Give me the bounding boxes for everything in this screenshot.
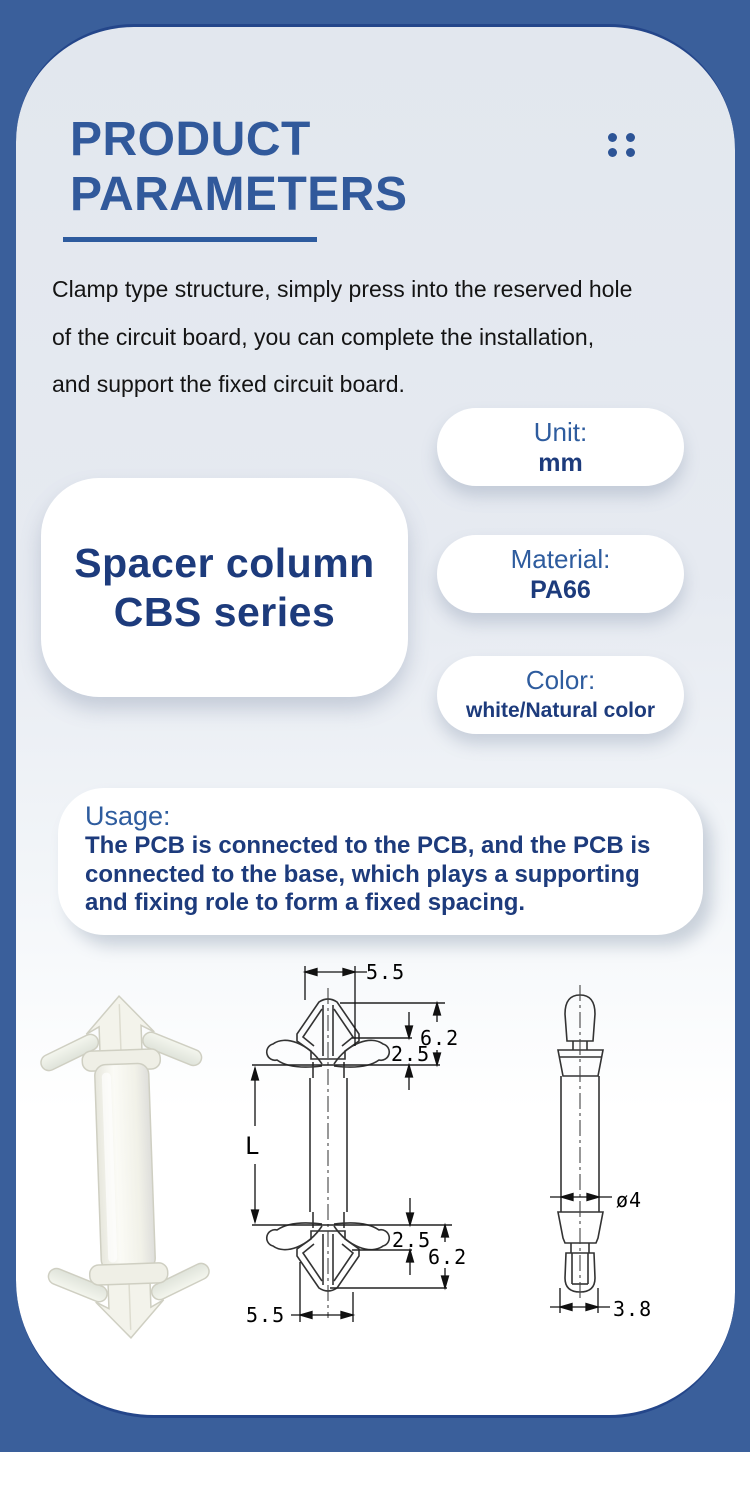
description-line: of the circuit board, you can complete the installation, [52, 323, 595, 350]
spec-pill-material [437, 535, 684, 613]
spec-unit-label: Unit: [533, 417, 588, 447]
usage-line: and fixing role to form a fixed spacing. [85, 889, 526, 916]
dim-front-bottom-width: 5.5 [246, 1303, 286, 1327]
page-title-line2: PARAMETERS [70, 168, 408, 221]
series-name-line1: Spacer column [74, 539, 375, 586]
product-description [52, 266, 712, 409]
series-name-box [41, 478, 408, 697]
dot-icon [626, 148, 635, 157]
page-title [70, 112, 407, 222]
dim-side-diameter: ø4 [616, 1188, 643, 1212]
dim-side-tip-width: 3.8 [613, 1297, 653, 1321]
footer-strip [0, 1452, 750, 1494]
dim-front-top-height: 6.2 [420, 1026, 460, 1050]
dot-icon [626, 133, 635, 142]
dim-front-top-width: 5.5 [366, 960, 406, 984]
dim-front-bottom-offset: 2.5 [392, 1228, 432, 1252]
page-title-line1: PRODUCT [70, 113, 311, 166]
spec-color-label: Color: [525, 665, 596, 695]
usage-box [58, 788, 703, 935]
series-name-line2: CBS series [113, 588, 336, 635]
product-photo [30, 990, 220, 1345]
four-dots-icon [608, 133, 635, 157]
usage-label: Usage: [85, 801, 171, 831]
usage-text [85, 832, 683, 918]
description-line: and support the fixed circuit board. [52, 371, 405, 397]
spec-unit-value: mm [538, 449, 583, 477]
technical-drawing [230, 950, 653, 1330]
usage-line: The PCB is connected to the PCB, and the PCB is [85, 832, 651, 859]
dim-length: L [245, 1132, 260, 1160]
dot-icon [608, 148, 617, 157]
spec-material-label: Material: [510, 544, 611, 574]
usage-line: connected to the base, which plays a supporting [85, 860, 640, 888]
dim-front-top-offset: 2.5 [391, 1042, 431, 1066]
spec-color-value: white/Natural color [465, 699, 656, 722]
spec-pill-unit [437, 408, 684, 486]
dot-icon [608, 133, 617, 142]
description-line: Clamp type structure, simply press into the reserved hole [52, 276, 633, 302]
dim-front-bottom-height: 6.2 [428, 1245, 468, 1269]
title-underline [63, 237, 317, 242]
spec-pill-color [437, 656, 684, 734]
spec-material-value: PA66 [530, 576, 591, 604]
